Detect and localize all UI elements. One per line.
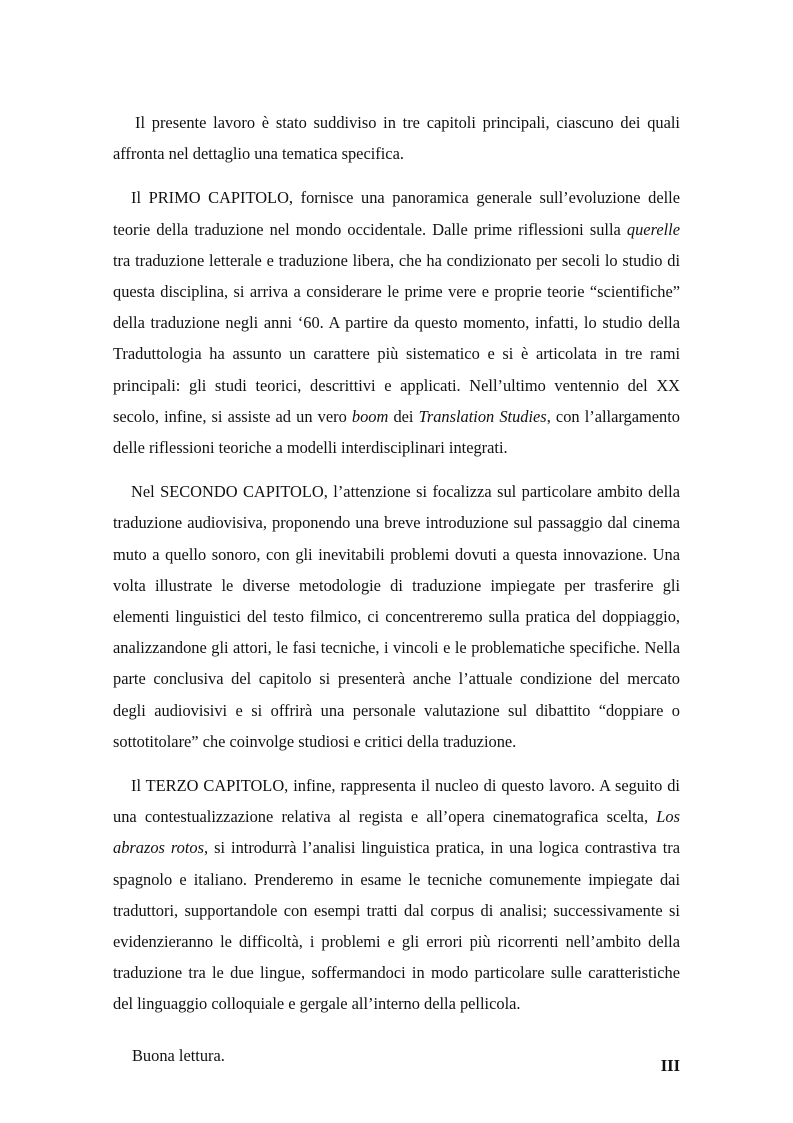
- text-segment: Il TERZO CAPITOLO, infine, rappresenta il nucleo di questo lavoro. A seguito di una contestualizzazione relativa al regista e all’opera cinematografica scelta,: [113, 776, 680, 827]
- text-segment: , con l’allargamento delle riflessioni teoriche a modelli interdisciplinari integrati.: [113, 406, 680, 458]
- text-segment: tra traduzione letterale e traduzione libera, che ha condizionato per secoli lo studio di questa disciplina, si arriva a considerare le prime vere e proprie teorie “scientifiche” della traduzione negli anni ‘60. A partire da questo momento, infatti, lo studio della Traduttologia ha assunto un carattere più sistematico e si è articolata in tre rami principali: gli studi teorici, descrittivi e applicati. Nell’ultimo ventennio del XX secolo, infine, si assiste ad un vero: [113, 250, 680, 426]
- italic-term: Translation Studies: [418, 406, 547, 426]
- paragraph-primo-capitolo: [113, 182, 680, 463]
- italic-title: Los abrazos rotos: [113, 807, 680, 858]
- italic-term: querelle: [626, 219, 680, 239]
- italic-term: boom: [351, 406, 389, 426]
- body-text: [113, 107, 680, 1084]
- text-segment: , si introdurrà l’analisi linguistica pratica, in una logica contrastiva tra spagnolo e italiano. Prenderemo in esame le tecniche comunemente impiegate dai traduttori, supportandole con esempi tratti dal corpus di analisi; successivamente si evidenzieranno le difficoltà, i problemi e gli errori più ricorrenti nell’ambito della traduzione tra le due lingue, soffermandoci in modo particolare sulle caratteristiche del linguaggio colloquiale e gergale all’interno della pellicola.: [113, 838, 680, 1014]
- text-segment: Il PRIMO CAPITOLO, fornisce una panoramica generale sull’evoluzione delle teorie della traduzione nel mondo occidentale. Dalle prime riflessioni sulla: [113, 188, 680, 239]
- paragraph-intro: [113, 107, 680, 169]
- paragraph-terzo-capitolo: [113, 770, 680, 1020]
- page-number: III: [660, 1056, 680, 1075]
- text-segment: Nel SECONDO CAPITOLO, l’attenzione si focalizza sul particolare ambito della traduzione audiovisiva, proponendo una breve introduzione sul passaggio dal cinema muto a quello sonoro, con gli inevitabili problemi dovuti a questa innovazione. Una volta illustrate le diverse metodologie di traduzione impiegate per trasferire gli elementi linguistici del testo filmico, ci concentreremo sulla pratica del doppiaggio, analizzandone gli attori, le fasi tecniche, i vincoli e le problematiche specifiche. Nella parte conclusiva del capitolo si presenterà anche l’attuale condizione del mercato degli audiovisivi e si offrirà una personale valutazione sul dibattito “doppiare o sottotitolare” che coinvolge studiosi e critici della traduzione.: [113, 482, 680, 751]
- text-segment: dei: [388, 406, 419, 426]
- closing-line: Buona lettura.: [132, 1045, 225, 1065]
- paragraph-secondo-capitolo: [113, 476, 680, 757]
- text-segment: Il presente lavoro è stato suddiviso in tre capitoli principali, ciascuno dei quali affronta nel dettaglio una tematica specifica.: [113, 113, 680, 164]
